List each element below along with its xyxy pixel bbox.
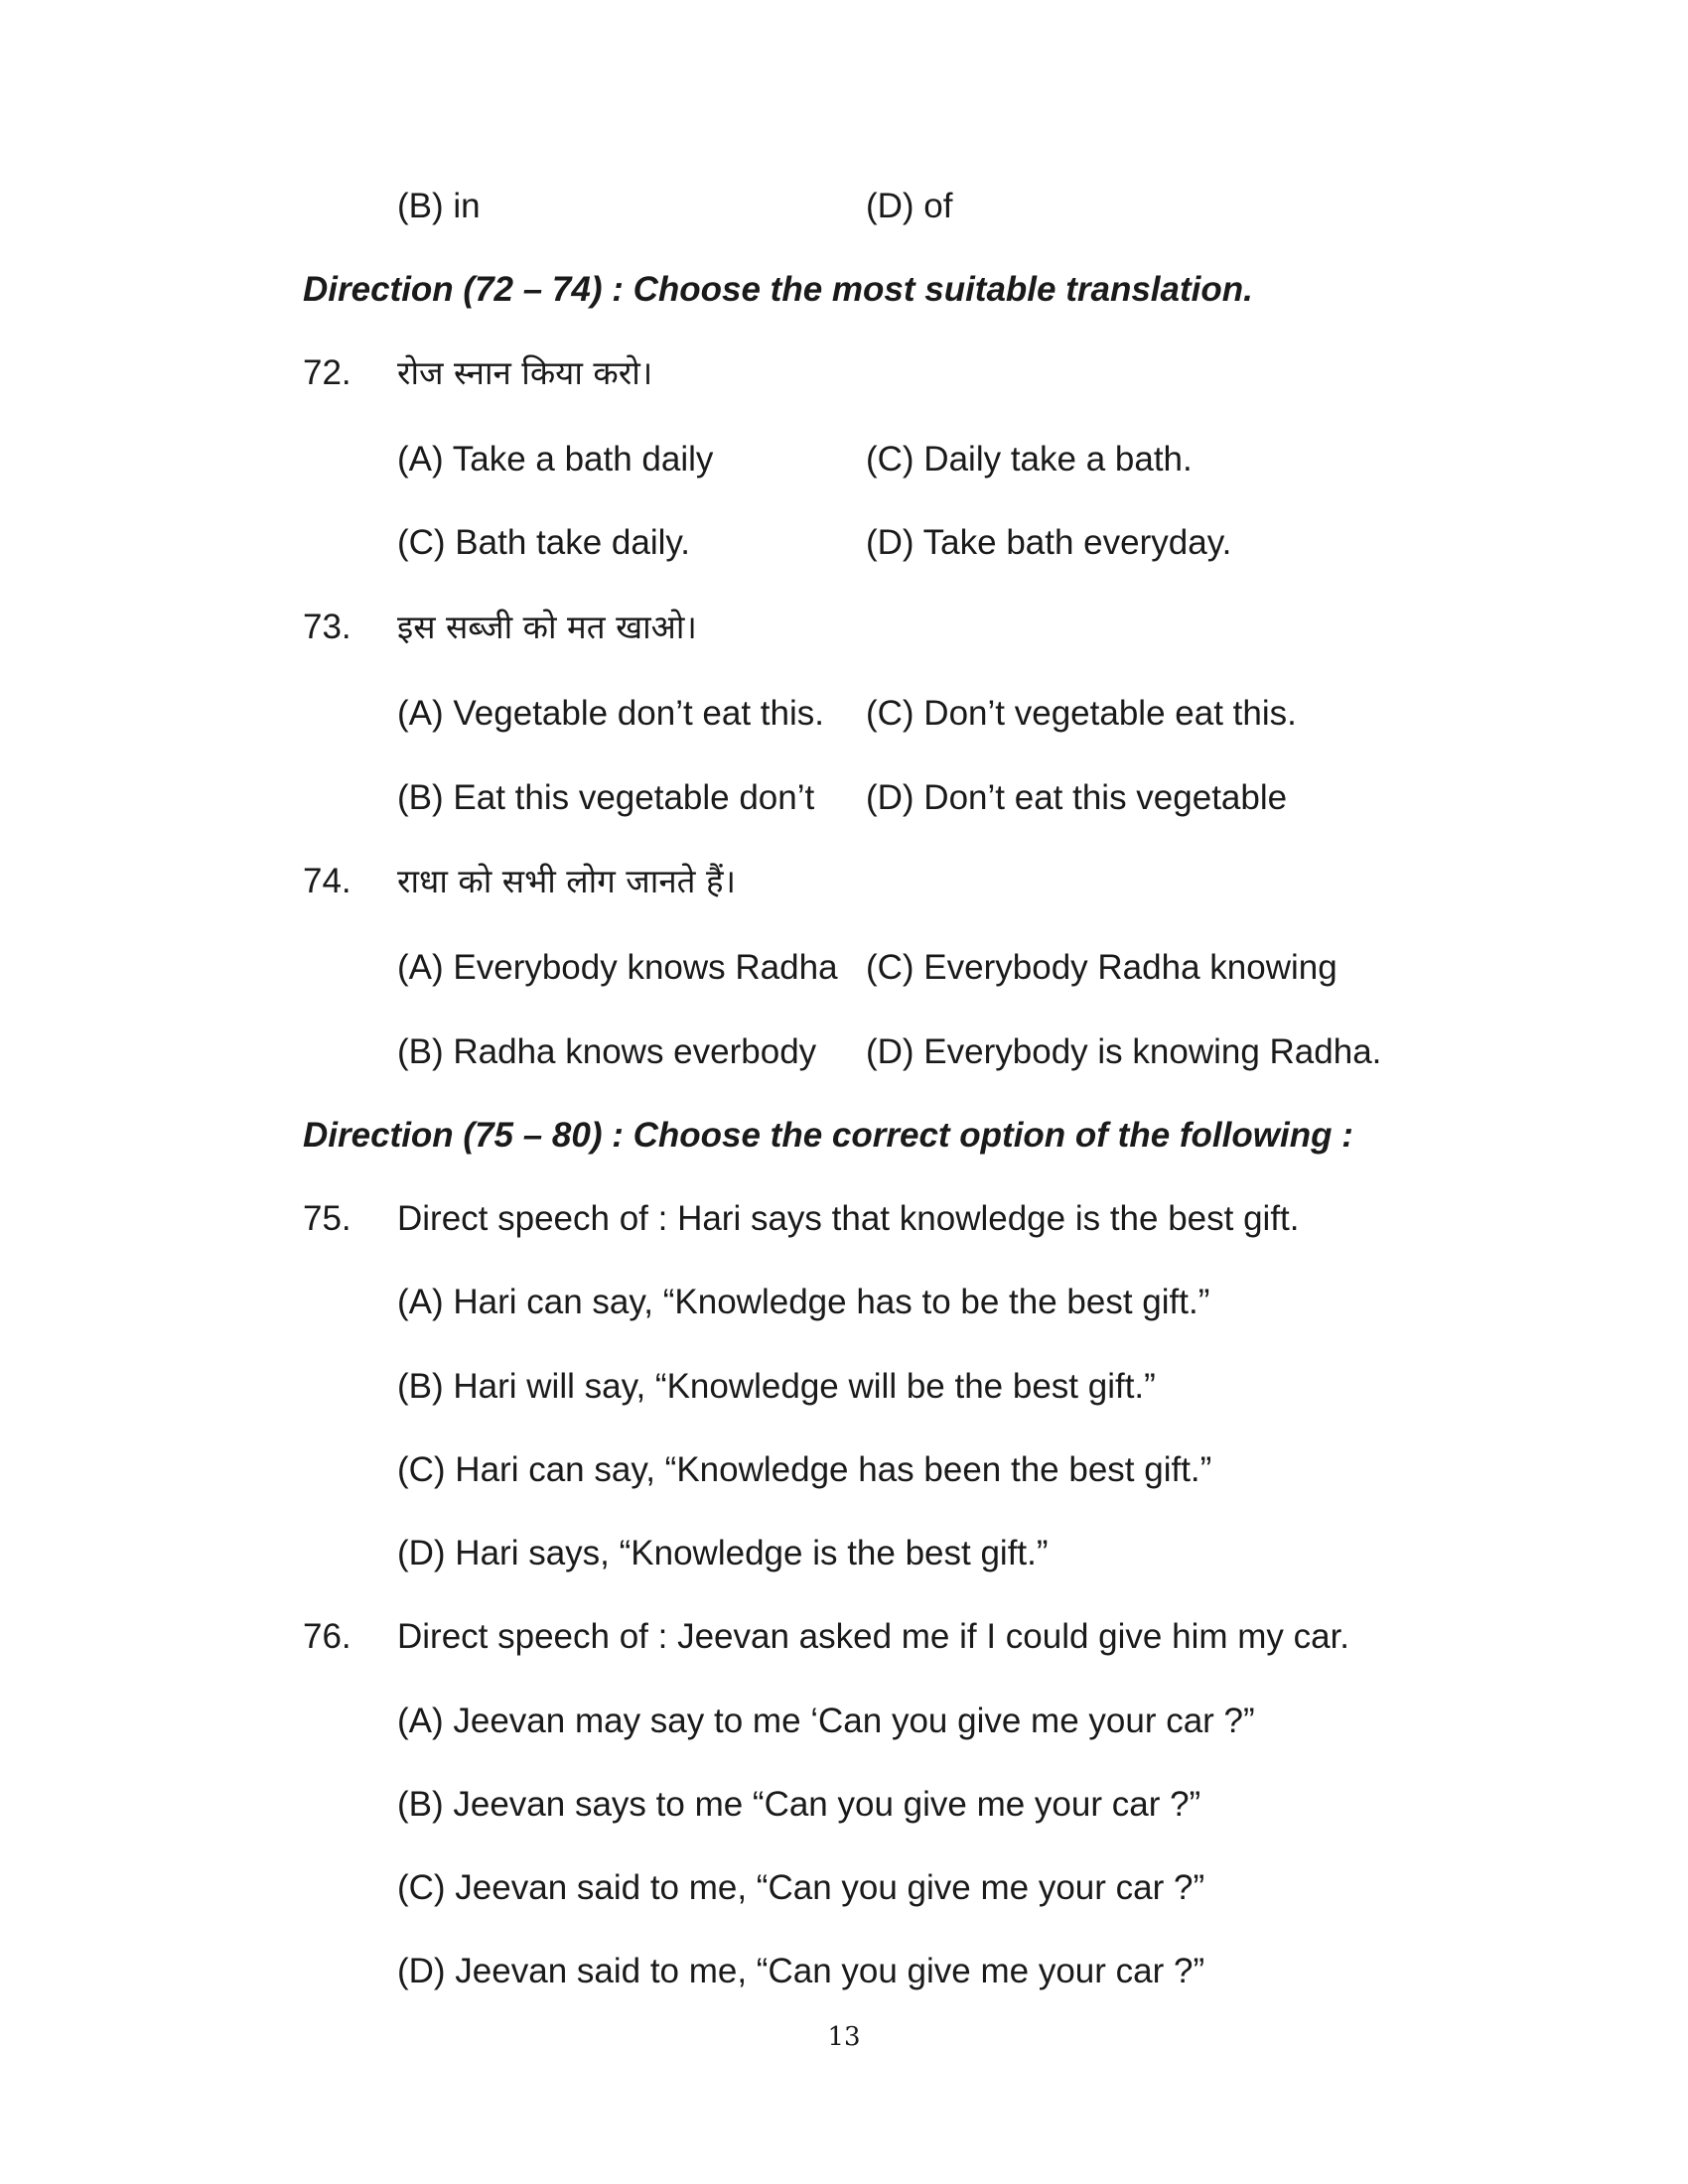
question-number-74: 74. xyxy=(303,862,352,900)
option-b-in: (B) in xyxy=(397,187,481,225)
q74-option-2: (C) Everybody Radha knowing xyxy=(866,948,1337,987)
q75-option-d: (D) Hari says, “Knowledge is the best gift.” xyxy=(397,1534,1049,1572)
q75-option-a: (A) Hari can say, “Knowledge has to be the best gift.” xyxy=(397,1283,1210,1321)
page-number: 13 xyxy=(827,2022,861,2052)
q73-option-1: (A) Vegetable don’t eat this. xyxy=(397,694,824,733)
question-text-76: Direct speech of : Jeevan asked me if I could give him my car. xyxy=(397,1617,1350,1656)
q76-option-b: (B) Jeevan says to me “Can you give me your car ?” xyxy=(397,1785,1201,1824)
question-text-72: रोज स्नान किया करो। xyxy=(397,353,653,392)
q76-option-c: (C) Jeevan said to me, “Can you give me your car ?” xyxy=(397,1868,1205,1907)
question-number-76: 76. xyxy=(303,1617,352,1656)
q74-option-1: (A) Everybody knows Radha xyxy=(397,948,838,987)
q72-option-4: (D) Take bath everyday. xyxy=(866,523,1232,562)
question-text-75: Direct speech of : Hari says that knowledge is the best gift. xyxy=(397,1199,1300,1238)
option-d-of: (D) of xyxy=(866,187,953,225)
question-text-73: इस सब्जी को मत खाओ। xyxy=(397,608,697,646)
q73-option-2: (C) Don’t vegetable eat this. xyxy=(866,694,1297,733)
question-number-75: 75. xyxy=(303,1199,352,1238)
direction-heading-75-80: Direction (75 – 80) : Choose the correct option of the following : xyxy=(303,1116,1353,1155)
question-text-74: राधा को सभी लोग जानते हैं। xyxy=(397,862,736,900)
q75-option-c: (C) Hari can say, “Knowledge has been the best gift.” xyxy=(397,1450,1212,1489)
question-number-73: 73. xyxy=(303,608,352,646)
q73-option-4: (D) Don’t eat this vegetable xyxy=(866,778,1288,817)
q76-option-d: (D) Jeevan said to me, “Can you give me your car ?” xyxy=(397,1952,1205,1990)
q75-option-b: (B) Hari will say, “Knowledge will be the best gift.” xyxy=(397,1367,1156,1406)
q74-option-4: (D) Everybody is knowing Radha. xyxy=(866,1032,1382,1071)
q72-option-2: (C) Daily take a bath. xyxy=(866,440,1193,478)
q73-option-3: (B) Eat this vegetable don’t xyxy=(397,778,815,817)
q72-option-3: (C) Bath take daily. xyxy=(397,523,691,562)
q72-option-1: (A) Take a bath daily xyxy=(397,440,714,478)
question-number-72: 72. xyxy=(303,353,352,392)
direction-heading-72-74: Direction (72 – 74) : Choose the most suitable translation. xyxy=(303,270,1253,309)
q74-option-3: (B) Radha knows everbody xyxy=(397,1032,817,1071)
q76-option-a: (A) Jeevan may say to me ‘Can you give me your car ?” xyxy=(397,1702,1255,1740)
